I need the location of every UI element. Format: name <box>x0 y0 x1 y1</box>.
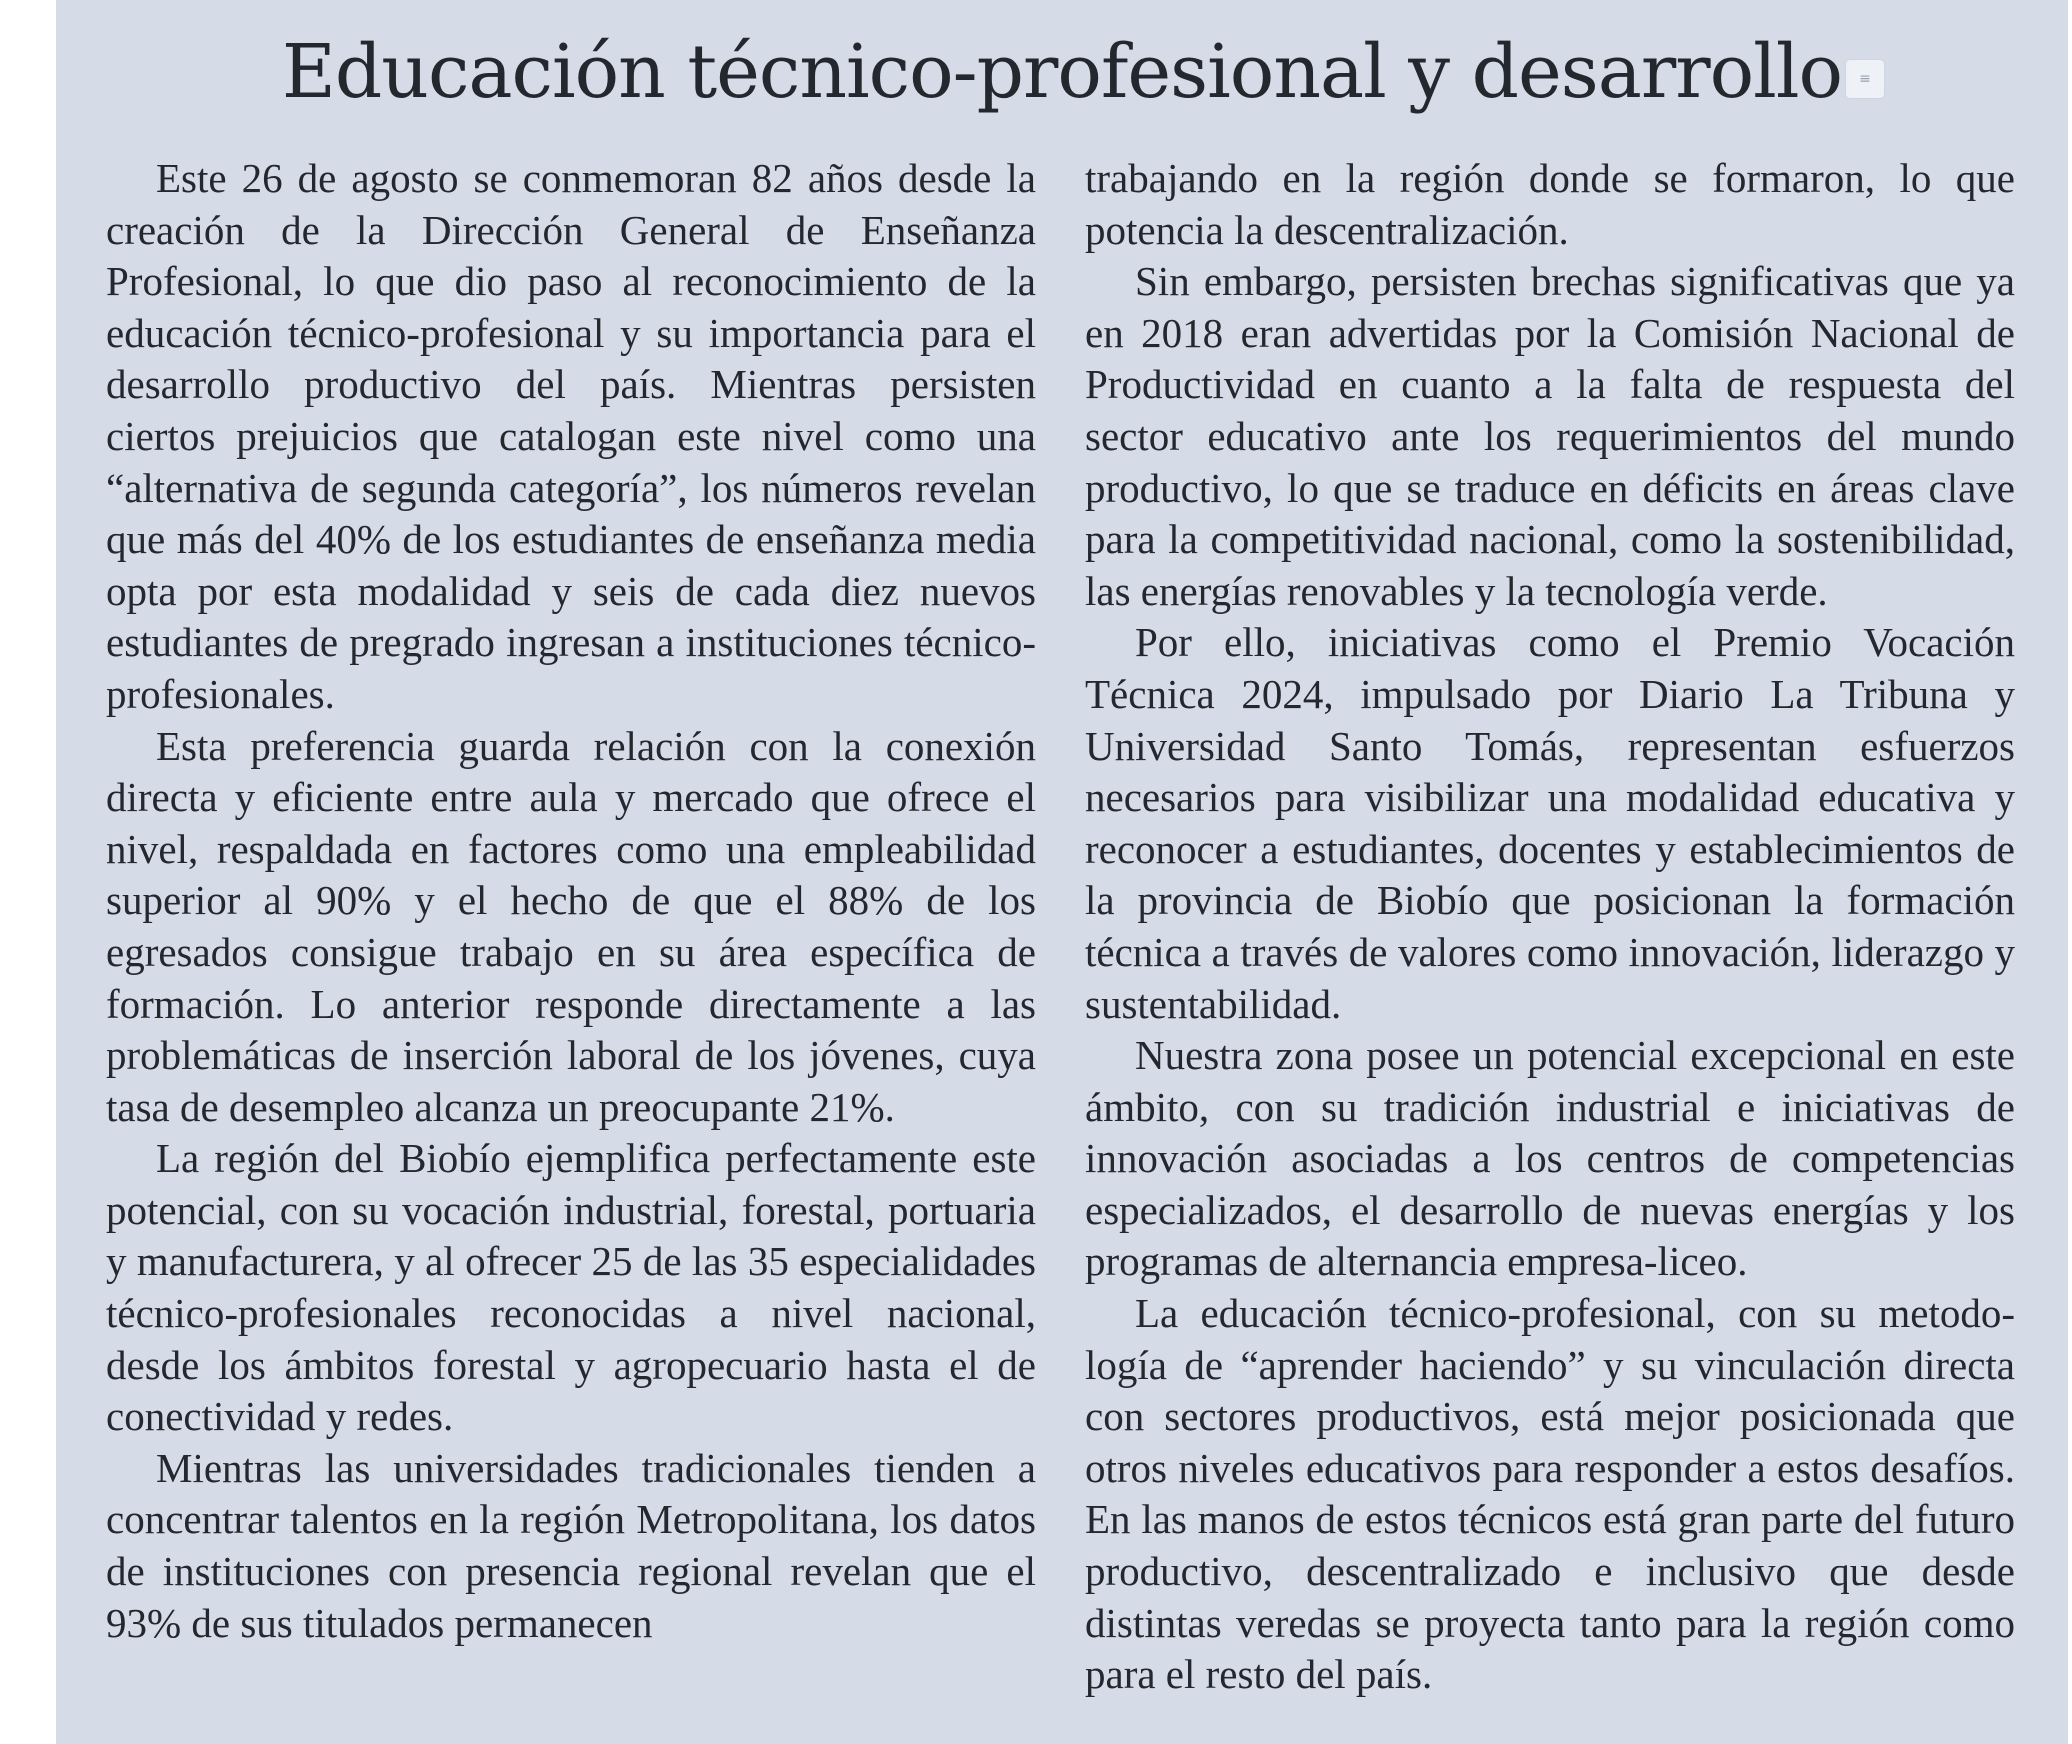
article-panel <box>56 0 2068 1744</box>
paragraph: La educación técnico-profesional, con su metodología de “aprender haciendo” y su vinculación directa con sectores productivos, está mejor posicionada que otros niveles educativos para responder a estos desafíos. En las manos de estos técnicos está gran parte del futuro productivo, descentralizado e inclusivo que desde distintas veredas se proyecta tanto para la región como para el resto del país. <box>1085 1290 2015 1698</box>
paragraph: Por ello, iniciativas como el Premio Vocación Técnica 2024, impulsado por Diario La Tribuna y Universidad Santo Tomás, representan esfuerzos necesarios para visibilizar una modalidad educativa y reconocer a estudiantes, docentes y establecimientos de la provincia de Biobío que posicionan la formación técnica a través de valores como innovación, liderazgo y sustentabilidad. <box>1085 619 2015 1027</box>
paragraph-continuation: trabajando en la región donde se formaron, lo que potencia la descentralización. <box>1085 155 2015 253</box>
article-column-right <box>1085 153 2015 1701</box>
paragraph: La región del Biobío ejemplifica perfectamente este potencial, con su vocación industrial, forestal, portuaria y manufacturera, y al ofrecer 25 de las 35 especialidades técnico-profesionales reconocidas a nivel nacional, desde los ámbitos forestal y agropecuario hasta el de conectividad y redes. <box>106 1135 1036 1440</box>
paragraph: Este 26 de agosto se conmemoran 82 años desde la creación de la Dirección General de Enseñanza Profesional, lo que dio paso al reconocimiento de la educación técnico-profesional y su importancia para el desarrollo productivo del país. Mientras persisten ciertos prejuicios que catalogan este nivel como una “alternativa de segunda categoría”, los números revelan que más del 40% de los estudiantes de enseñanza media opta por esta modalidad y seis de cada diez nuevos estudiantes de pregrado ingresan a instituciones técnico-profesionales. <box>106 155 1036 717</box>
paragraph: Mientras las universidades tradicionales tienden a concentrar talentos en la región Metropolitana, los datos de instituciones con presencia regional revelan que el 93% de sus titulados permanecen <box>106 1444 1036 1646</box>
paragraph: Nuestra zona posee un potencial excepcional en este ámbito, con su tradición industrial e iniciativas de innovación asociadas a los centros de competencias especializados, el desarrollo de nuevas energías y los programas de alternancia empresa-liceo. <box>1085 1032 2015 1285</box>
paragraph: Sin embargo, persisten brechas significativas que ya en 2018 eran advertidas por la Comisión Nacional de Productividad en cuanto a la falta de respuesta del sector educativo ante los requerimientos del mundo productivo, lo que se traduce en déficits en áreas clave para la competitividad nacional, como la sostenibilidad, las energías renovables y la tecnología verde. <box>1085 258 2015 614</box>
article-title: Educación técnico-profesional y desarrollo <box>281 29 1843 115</box>
note-icon[interactable]: ≡ <box>1846 60 1884 98</box>
paragraph: Esta preferencia guarda relación con la conexión directa y eficiente entre aula y mercado que ofrece el nivel, respaldada en factores como una empleabilidad superior al 90% y el hecho de que el 88% de los egresados consigue trabajo en su área específica de formación. Lo anterior responde directamente a las problemáticas de inserción laboral de los jóvenes, cuya tasa de desempleo alcanza un preocupante 21%. <box>106 722 1036 1130</box>
article-column-left <box>106 153 1036 1649</box>
